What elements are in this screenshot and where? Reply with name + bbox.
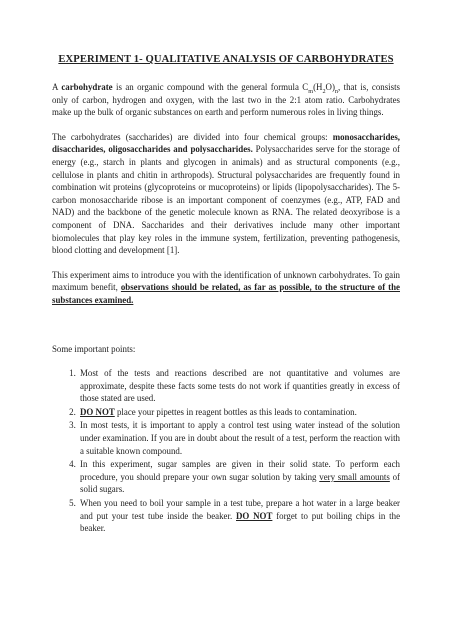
text: is an organic compound with the general formula C	[112, 82, 309, 92]
text: of solid sugars.	[80, 471, 401, 495]
list-item	[78, 458, 400, 496]
list-item	[78, 419, 400, 457]
emphasis-do-not: DO NOT	[80, 406, 115, 417]
paragraph-carbohydrate-groups	[52, 131, 400, 257]
list-item	[78, 367, 400, 405]
text: In this experiment, sugar samples are given in their solid state. To perform each procedure, you should prepare your own sugar solution by taking	[80, 459, 400, 482]
text: O)	[325, 82, 335, 92]
text: In most tests, it is important to apply a control test using water instead of the solution under examination. If you are in doubt about the result of a test, perform the reaction with a suitable known compound.	[80, 420, 400, 456]
paragraph-experiment-aim	[52, 269, 400, 307]
text: A	[52, 82, 62, 92]
emphasis-do-not: DO NOT	[236, 510, 273, 521]
subscript: n	[334, 87, 338, 95]
text: Most of the tests and reactions described are not quantitative and volumes are approximate, despite these facts some tests do not work if quantities greatly in excess of those stated are used.	[80, 368, 400, 404]
text: (H	[313, 82, 323, 92]
underlined-very-small-amounts: very small amounts	[319, 471, 390, 482]
groups-list: monosaccharides, disaccharides, oligosaccharides and polysaccharides.	[52, 131, 400, 155]
subscript: m	[308, 87, 314, 95]
paragraph-carbohydrate-definition	[52, 81, 400, 119]
points-heading: Some important points:	[52, 343, 136, 354]
list-item	[78, 406, 400, 419]
term-carbohydrate: carbohydrate	[61, 82, 113, 92]
text: When you need to boil your sample in a test tube, prepare a hot water in a large beaker and put your test tube inside the beaker.	[80, 498, 400, 521]
important-points-list	[52, 367, 400, 535]
document-title: EXPERIMENT 1- QUALITATIVE ANALYSIS OF CARBOHYDRATES	[58, 54, 394, 65]
emphasis-observations: observations should be related, as far as possible, to the structure of the substances examined.	[52, 282, 400, 305]
text: forget to put boiling chips in the beaker.	[80, 510, 401, 534]
text: , that is, consists only of carbon, hydrogen and oxygen, with the last two in the 2:1 atom ratio. Carbohydrates make up the bulk of organic substances on earth and perform numerous roles in living things.	[52, 82, 400, 118]
text: The carbohydrates (saccharides) are divided into four chemical groups:	[52, 131, 333, 142]
list-item	[78, 497, 400, 535]
subscript: 2	[322, 87, 326, 95]
text: place your pipettes in reagent bottles as this leads to contamination.	[114, 406, 357, 417]
text: Polysaccharides serve for the storage of energy (e.g., starch in plants and glycogen in animals) and as structural components (e.g., cellulose in plants and chitin in arthropods). Structural polysaccharides are frequently found in combination wit proteins (glycoproteins or mucoproteins) or lipids (lipopolysaccharides). The 5-carbon monosaccharide ribose is an important component of coenzymes (e.g., ATP, FAD and NAD) and the backbone of the genetic molecule known as RNA. The related deoxyribose is a component of DNA. Saccharides and their derivatives include many other important biomolecules that play key roles in the immune system, fertilization, preventing pathogenesis, blood clotting and development [1].	[52, 144, 400, 256]
text: This experiment aims to introduce you with the identification of unknown carbohydrates. To gain maximum benefit,	[52, 269, 400, 293]
